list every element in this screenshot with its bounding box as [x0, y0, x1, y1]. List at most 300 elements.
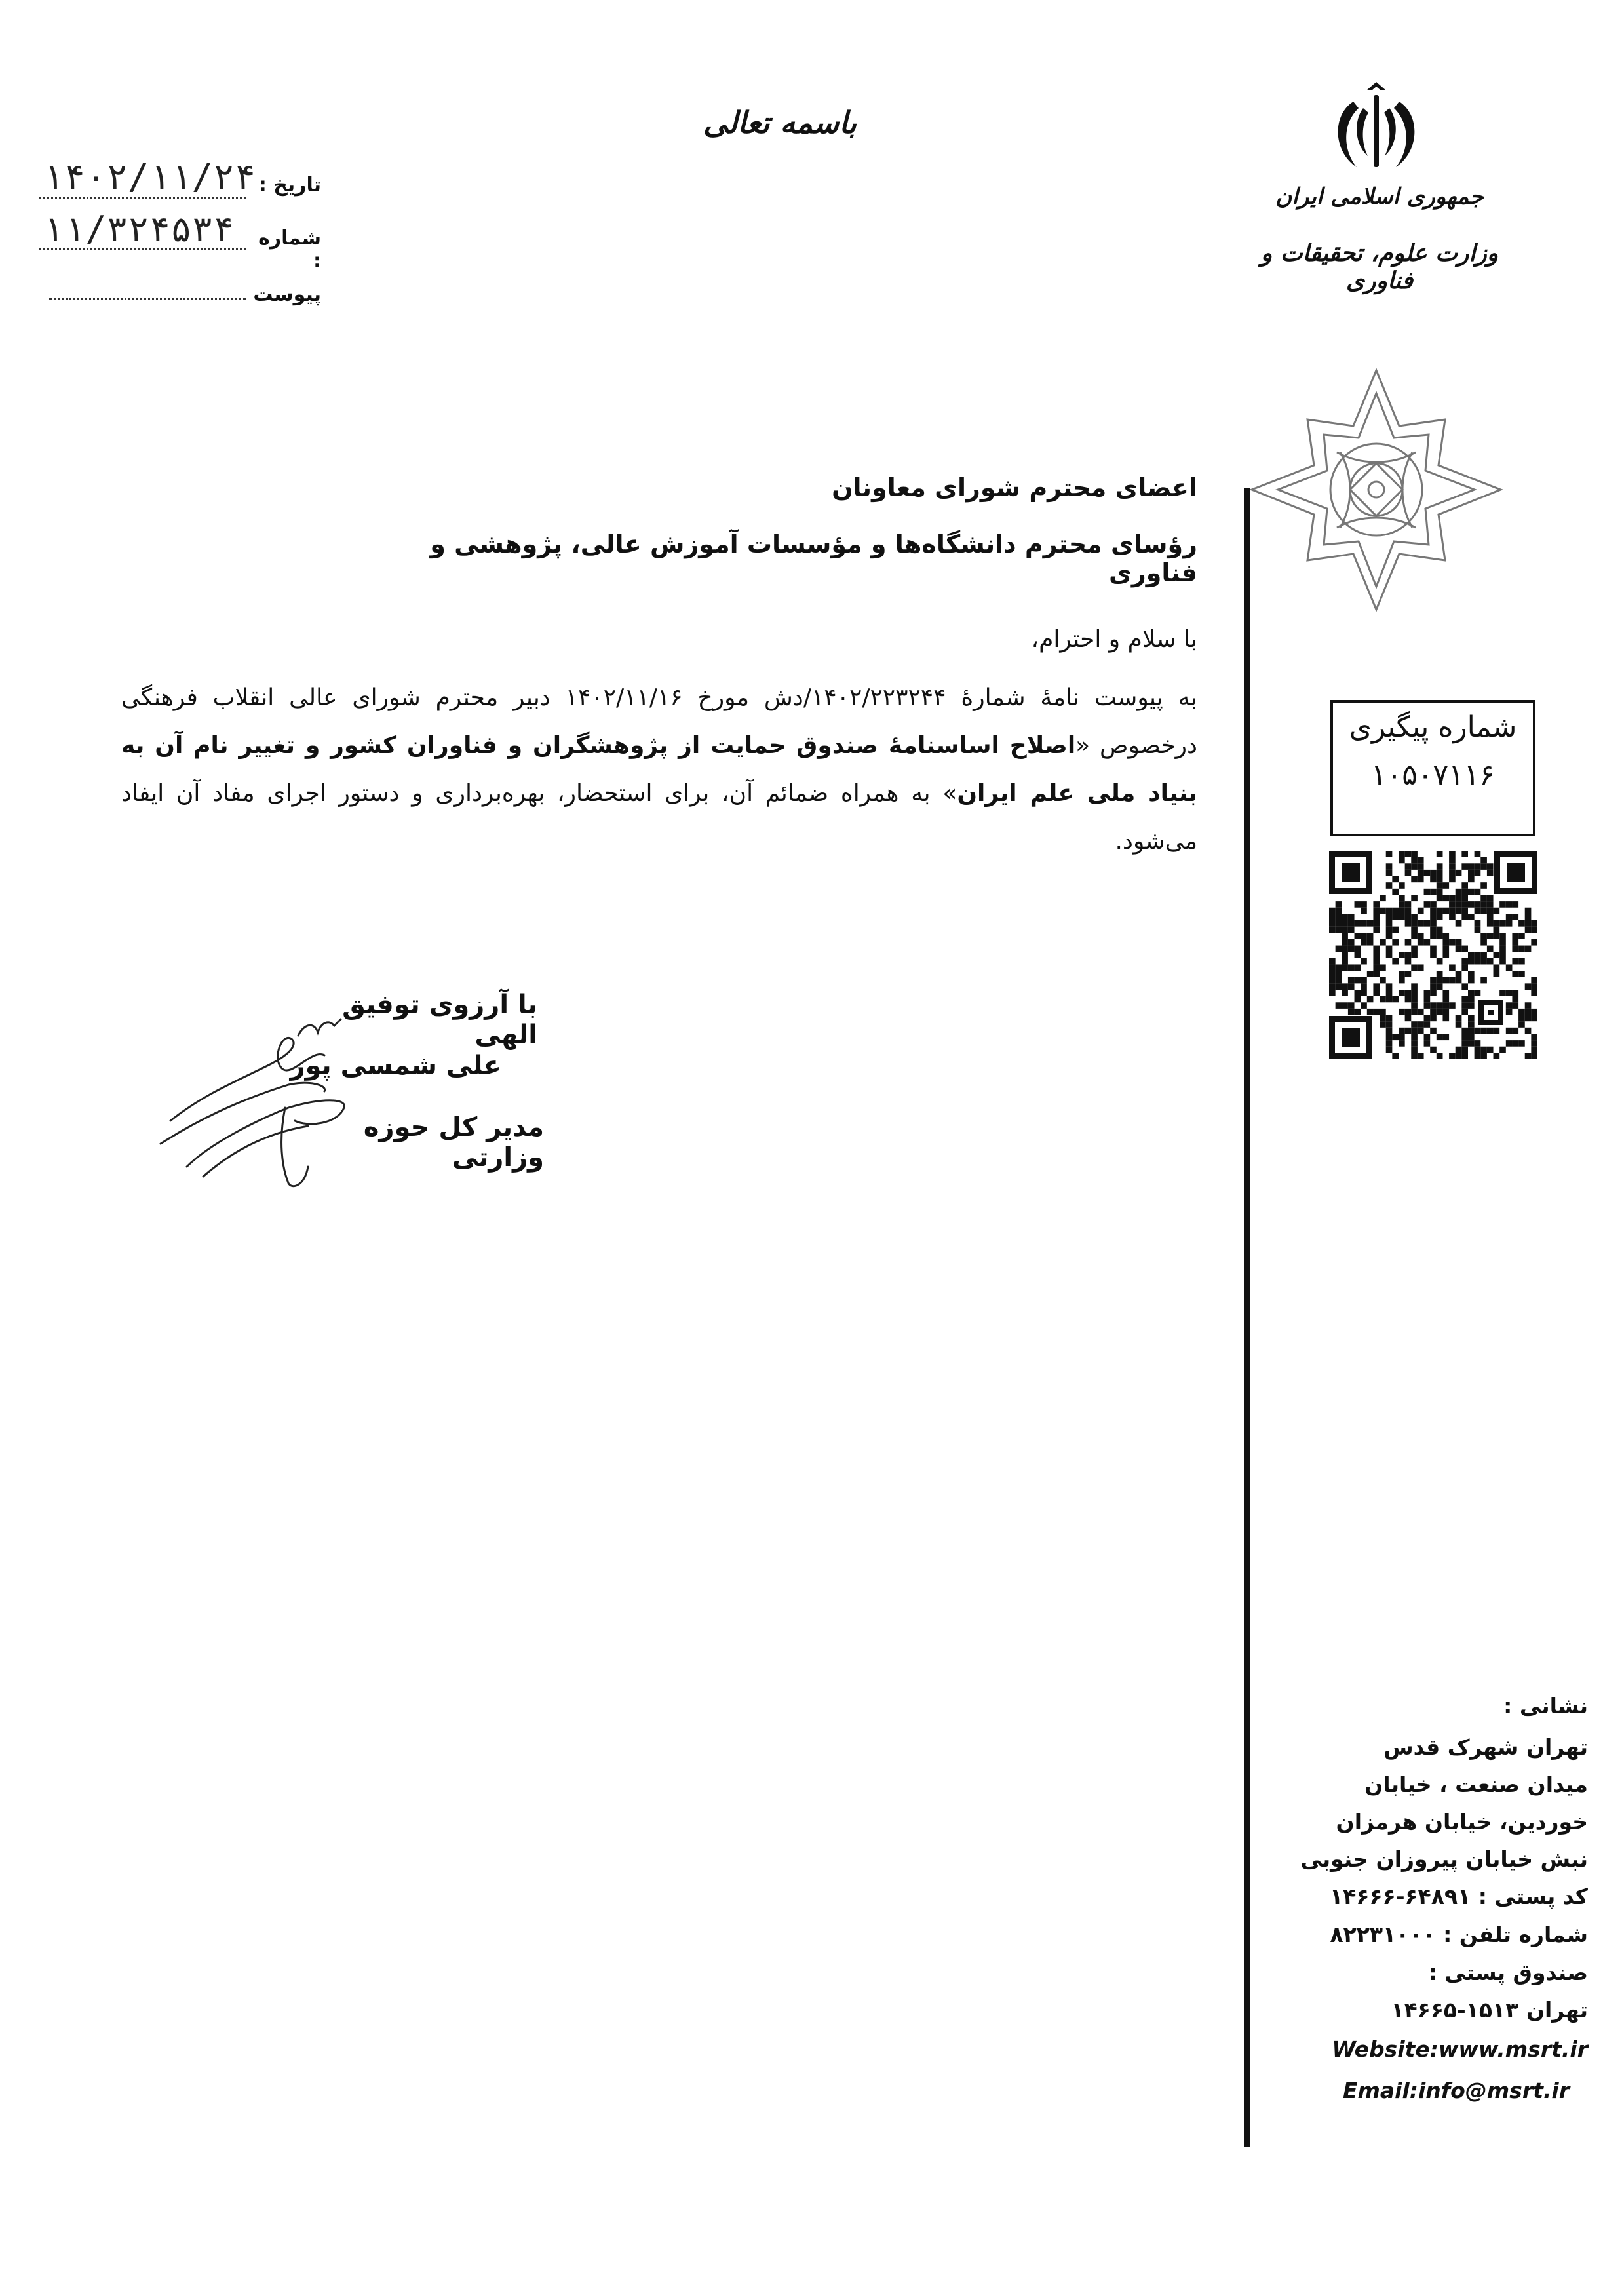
qr-module [1386, 1028, 1393, 1034]
qr-module [1430, 908, 1437, 914]
qr-module [1386, 1021, 1393, 1028]
qr-module [1442, 990, 1449, 996]
qr-module [1437, 851, 1443, 857]
qr-module [1468, 958, 1475, 965]
number-label: شماره : [258, 227, 321, 273]
qr-module [1399, 895, 1405, 901]
qr-module [1506, 990, 1513, 996]
qr-module [1430, 870, 1437, 876]
qr-module [1461, 1009, 1468, 1015]
qr-module [1373, 971, 1380, 977]
qr-module [1480, 901, 1487, 908]
qr-module [1348, 914, 1355, 920]
qr-module [1355, 901, 1361, 908]
qr-module [1512, 1002, 1518, 1009]
qr-module [1506, 1028, 1513, 1034]
qr-module [1494, 971, 1500, 977]
qr-module [1399, 857, 1405, 864]
qr-module [1499, 946, 1506, 952]
qr-module [1531, 1009, 1537, 1015]
qr-module [1468, 1028, 1475, 1034]
letter-body [121, 674, 1197, 865]
qr-module [1437, 1009, 1443, 1015]
qr-module [1430, 914, 1437, 920]
qr-module [1437, 983, 1443, 990]
qr-module [1411, 983, 1418, 990]
qr-module [1361, 920, 1367, 927]
qr-module [1475, 1047, 1481, 1053]
qr-module [1531, 1040, 1537, 1047]
qr-module [1494, 927, 1500, 933]
qr-module [1480, 958, 1487, 965]
qr-module [1405, 920, 1412, 927]
qr-module [1355, 933, 1361, 939]
qr-module [1373, 901, 1380, 908]
date-underline [39, 197, 246, 199]
qr-module [1386, 983, 1393, 990]
qr-module [1399, 1009, 1405, 1015]
qr-module [1518, 958, 1525, 965]
qr-module [1512, 990, 1518, 996]
qr-module [1405, 1015, 1412, 1022]
qr-module [1468, 1034, 1475, 1040]
qr-module [1437, 889, 1443, 895]
qr-module [1461, 996, 1468, 1003]
qr-module [1487, 863, 1494, 870]
qr-module [1475, 1040, 1481, 1047]
qr-module [1468, 952, 1475, 958]
qr-module [1430, 983, 1437, 990]
qr-module [1411, 895, 1418, 901]
qr-module [1399, 1028, 1405, 1034]
qr-module [1355, 996, 1361, 1003]
body-part-1: به پیوست نامهٔ شمارهٔ ۱۴۰۲/۲۲۳۲۴۴/دش مورخ ۱۴۰۲/۱۱/۱۶ دبیر محترم شورای عالی انقلاب فرهنگی درخصوص « [121, 684, 1198, 759]
qr-module [1386, 1040, 1393, 1047]
qr-module [1361, 958, 1367, 965]
qr-module [1499, 939, 1506, 946]
qr-module [1437, 971, 1443, 977]
qr-module [1405, 1028, 1412, 1034]
qr-module [1480, 1028, 1487, 1034]
qr-module [1480, 977, 1487, 984]
qr-module [1461, 908, 1468, 914]
qr-module [1367, 920, 1374, 927]
qr-module [1411, 851, 1418, 857]
qr-module [1437, 908, 1443, 914]
qr-module [1480, 882, 1487, 889]
qr-module [1336, 908, 1342, 914]
letter-number-value: ۱۱/۳۲۴۵۳۴ [43, 208, 235, 250]
qr-module [1499, 952, 1506, 958]
qr-module [1449, 914, 1456, 920]
qr-module [1475, 908, 1481, 914]
qr-module [1525, 1009, 1532, 1015]
qr-module [1399, 1034, 1405, 1040]
qr-module [1399, 1040, 1405, 1047]
qr-module [1329, 920, 1336, 927]
website-link[interactable]: Website:www.msrt.ir [1332, 2036, 1588, 2062]
qr-module [1411, 1034, 1418, 1040]
qr-module [1399, 977, 1405, 984]
qr-module [1480, 908, 1487, 914]
qr-module [1461, 958, 1468, 965]
qr-module [1348, 927, 1355, 933]
qr-module [1461, 895, 1468, 901]
qr-module [1468, 990, 1475, 996]
qr-module [1411, 946, 1418, 952]
qr-module [1475, 863, 1481, 870]
qr-module [1461, 914, 1468, 920]
qr-module [1355, 952, 1361, 958]
qr-module [1380, 1009, 1386, 1015]
qr-module [1342, 952, 1348, 958]
qr-module [1392, 889, 1399, 895]
qr-module [1442, 946, 1449, 952]
qr-module [1386, 914, 1393, 920]
qr-module [1424, 1002, 1431, 1009]
qr-module [1437, 1002, 1443, 1009]
qr-module [1430, 952, 1437, 958]
qr-module [1442, 977, 1449, 984]
qr-module [1461, 1034, 1468, 1040]
qr-module [1506, 901, 1513, 908]
qr-module [1411, 863, 1418, 870]
qr-module [1411, 857, 1418, 864]
qr-module [1411, 1040, 1418, 1047]
qr-module [1531, 1015, 1537, 1022]
qr-module [1361, 939, 1367, 946]
qr-module [1437, 882, 1443, 889]
qr-module [1411, 876, 1418, 883]
qr-module [1405, 996, 1412, 1003]
iran-emblem-icon [1327, 79, 1425, 177]
qr-module [1442, 1009, 1449, 1015]
qr-module [1480, 895, 1487, 901]
qr-module [1475, 851, 1481, 857]
qr-module [1475, 990, 1481, 996]
qr-module [1437, 895, 1443, 901]
qr-module [1456, 870, 1462, 876]
qr-module [1449, 895, 1456, 901]
qr-module [1411, 964, 1418, 971]
qr-module [1336, 1002, 1342, 1009]
qr-module [1418, 1028, 1424, 1034]
qr-module [1418, 1053, 1424, 1059]
address-line: نبش خیابان پیروزان جنوبی [1300, 1846, 1588, 1872]
qr-module [1380, 908, 1386, 914]
qr-module [1329, 977, 1336, 984]
qr-module [1475, 958, 1481, 965]
qr-module [1531, 1047, 1537, 1053]
qr-module [1442, 952, 1449, 958]
qr-module [1461, 983, 1468, 990]
qr-module [1411, 920, 1418, 927]
qr-module [1525, 908, 1532, 914]
qr-module [1525, 1053, 1532, 1059]
qr-module [1411, 1021, 1418, 1028]
address-line: میدان صنعت ، خیابان [1364, 1772, 1588, 1797]
qr-module [1512, 901, 1518, 908]
qr-module [1456, 901, 1462, 908]
signer-name: علی شمسی پور [290, 1051, 501, 1081]
qr-module [1442, 1002, 1449, 1009]
qr-module [1468, 914, 1475, 920]
qr-module [1373, 964, 1380, 971]
qr-module [1361, 1002, 1367, 1009]
qr-module [1430, 933, 1437, 939]
qr-module [1361, 983, 1367, 990]
qr-module [1525, 1015, 1532, 1022]
qr-module [1468, 1040, 1475, 1047]
qr-module [1525, 920, 1532, 927]
qr-module [1418, 908, 1424, 914]
qr-module [1531, 990, 1537, 996]
qr-module [1373, 1009, 1380, 1015]
qr-module [1405, 958, 1412, 965]
qr-module [1405, 901, 1412, 908]
qr-module [1405, 990, 1412, 996]
qr-module [1506, 914, 1513, 920]
qr-module [1449, 977, 1456, 984]
qr-module [1373, 990, 1380, 996]
qr-module [1468, 901, 1475, 908]
greeting: با سلام و احترام، [1031, 626, 1197, 653]
qr-module [1461, 1047, 1468, 1053]
qr-module [1355, 977, 1361, 984]
qr-module [1361, 977, 1367, 984]
qr-module [1386, 1047, 1393, 1053]
qr-module [1461, 863, 1468, 870]
qr-module [1424, 901, 1431, 908]
qr-module [1499, 901, 1506, 908]
qr-module [1461, 1040, 1468, 1047]
qr-module [1525, 927, 1532, 933]
email-link[interactable]: Email:info@msrt.ir [1342, 2078, 1570, 2103]
qr-module [1418, 876, 1424, 883]
qr-module [1442, 1015, 1449, 1022]
qr-module [1418, 939, 1424, 946]
qr-module [1336, 977, 1342, 984]
qr-module [1480, 863, 1487, 870]
qr-module [1456, 1021, 1462, 1028]
qr-module [1430, 990, 1437, 996]
qr-module [1399, 882, 1405, 889]
qr-module [1405, 863, 1412, 870]
qr-module [1430, 1015, 1437, 1022]
qr-module [1405, 851, 1412, 857]
qr-module [1437, 977, 1443, 984]
qr-module [1456, 1047, 1462, 1053]
qr-module [1418, 1009, 1424, 1015]
qr-module [1386, 908, 1393, 914]
qr-module [1405, 939, 1412, 946]
qr-module [1361, 908, 1367, 914]
qr-module [1342, 920, 1348, 927]
qr-module [1475, 889, 1481, 895]
qr-module [1456, 1053, 1462, 1059]
recipient-line-1: اعضای محترم شورای معاونان [832, 473, 1197, 502]
tracking-number: ۱۰۵۰۷۱۱۶ [1370, 758, 1496, 792]
qr-module [1468, 870, 1475, 876]
qr-module [1506, 1009, 1513, 1015]
qr-module [1512, 1028, 1518, 1034]
qr-module [1386, 990, 1393, 996]
qr-module [1386, 952, 1393, 958]
qr-module [1449, 908, 1456, 914]
qr-module [1430, 946, 1437, 952]
qr-module [1342, 958, 1348, 965]
qr-module [1411, 1053, 1418, 1059]
qr-module [1437, 958, 1443, 965]
qr-module [1531, 1053, 1537, 1059]
qr-module [1380, 964, 1386, 971]
qr-module [1367, 1009, 1374, 1015]
qr-module [1475, 920, 1481, 927]
qr-module [1475, 1053, 1481, 1059]
qr-module [1405, 870, 1412, 876]
qr-module [1424, 990, 1431, 996]
qr-module [1487, 914, 1494, 920]
qr-module [1456, 971, 1462, 977]
qr-module [1430, 920, 1437, 927]
po-box-value: تهران ۱۵۱۳-۱۴۶۶۵ [1391, 1997, 1588, 2023]
qr-module [1494, 952, 1500, 958]
qr-module [1355, 1009, 1361, 1015]
qr-module [1487, 1028, 1494, 1034]
qr-module [1411, 933, 1418, 939]
qr-module [1468, 1015, 1475, 1022]
qr-module [1348, 1002, 1355, 1009]
qr-module [1461, 1053, 1468, 1059]
qr-module [1380, 996, 1386, 1003]
qr-module [1461, 1028, 1468, 1034]
qr-module [1399, 851, 1405, 857]
qr-module [1386, 851, 1393, 857]
qr-module [1386, 882, 1393, 889]
qr-module [1499, 1047, 1506, 1053]
qr-module [1475, 927, 1481, 933]
qr-module [1392, 908, 1399, 914]
qr-module [1329, 958, 1336, 965]
number-underline [39, 248, 246, 250]
qr-module [1456, 920, 1462, 927]
qr-module [1487, 946, 1494, 952]
qr-module [1512, 914, 1518, 920]
qr-module [1475, 901, 1481, 908]
qr-module [1386, 863, 1393, 870]
qr-module [1456, 889, 1462, 895]
qr-module [1480, 933, 1487, 939]
qr-module [1411, 1009, 1418, 1015]
phone-number: شماره تلفن : ۸۲۲۳۱۰۰۰ [1330, 1922, 1588, 1947]
qr-module [1342, 1002, 1348, 1009]
qr-module [1449, 939, 1456, 946]
qr-module [1499, 990, 1506, 996]
qr-module [1348, 920, 1355, 927]
qr-module [1373, 983, 1380, 990]
qr-module [1442, 939, 1449, 946]
qr-module [1512, 946, 1518, 952]
qr-module [1494, 933, 1500, 939]
qr-module [1342, 990, 1348, 996]
qr-module [1424, 1015, 1431, 1022]
qr-module [1405, 914, 1412, 920]
qr-module [1355, 964, 1361, 971]
qr-module [1449, 870, 1456, 876]
signer-title: مدیر کل حوزه وزارتی [363, 1112, 544, 1173]
qr-module [1461, 964, 1468, 971]
qr-module [1411, 996, 1418, 1003]
qr-module [1449, 964, 1456, 971]
qr-module [1468, 996, 1475, 1003]
qr-module [1487, 920, 1494, 927]
qr-module [1518, 1009, 1525, 1015]
qr-module [1411, 1028, 1418, 1034]
qr-module [1461, 901, 1468, 908]
qr-module [1487, 895, 1494, 901]
qr-module [1392, 914, 1399, 920]
qr-module [1487, 1047, 1494, 1053]
qr-module [1392, 958, 1399, 965]
qr-module [1342, 927, 1348, 933]
qr-code-icon [1329, 851, 1537, 1059]
qr-module [1342, 914, 1348, 920]
qr-module [1424, 939, 1431, 946]
qr-module [1418, 933, 1424, 939]
qr-module [1418, 857, 1424, 864]
date-value: ۱۴۰۲/۱۱/۲۴ [43, 156, 256, 197]
sidebar-divider [1244, 488, 1250, 2147]
postal-code: کد پستی : ۶۴۸۹۱-۱۴۶۶۶ [1330, 1884, 1588, 1909]
qr-module [1361, 990, 1367, 996]
qr-module [1386, 1034, 1393, 1040]
qr-module [1525, 946, 1532, 952]
qr-module [1418, 920, 1424, 927]
qr-module [1449, 863, 1456, 870]
qr-module [1418, 863, 1424, 870]
qr-module [1442, 908, 1449, 914]
qr-module [1449, 857, 1456, 864]
qr-module [1442, 1034, 1449, 1040]
qr-module [1386, 927, 1393, 933]
qr-module [1367, 933, 1374, 939]
qr-module [1487, 958, 1494, 965]
qr-module [1399, 990, 1405, 996]
qr-module [1487, 908, 1494, 914]
ministry-country: جمهوری اسلامی ایران [1275, 184, 1484, 210]
qr-module [1386, 1015, 1393, 1022]
qr-module [1399, 952, 1405, 958]
qr-module [1449, 851, 1456, 857]
qr-module [1437, 927, 1443, 933]
qr-module [1329, 983, 1336, 990]
qr-module [1531, 920, 1537, 927]
qr-module [1380, 977, 1386, 984]
qr-module [1518, 1021, 1525, 1028]
qr-module [1373, 908, 1380, 914]
qr-module [1475, 952, 1481, 958]
qr-module [1418, 1021, 1424, 1028]
qr-module [1468, 876, 1475, 883]
qr-module [1336, 927, 1342, 933]
qr-module [1424, 1021, 1431, 1028]
qr-module [1373, 946, 1380, 952]
qr-module [1456, 1015, 1462, 1022]
qr-module [1399, 914, 1405, 920]
qr-module [1499, 958, 1506, 965]
qr-module [1329, 971, 1336, 977]
qr-module [1480, 939, 1487, 946]
